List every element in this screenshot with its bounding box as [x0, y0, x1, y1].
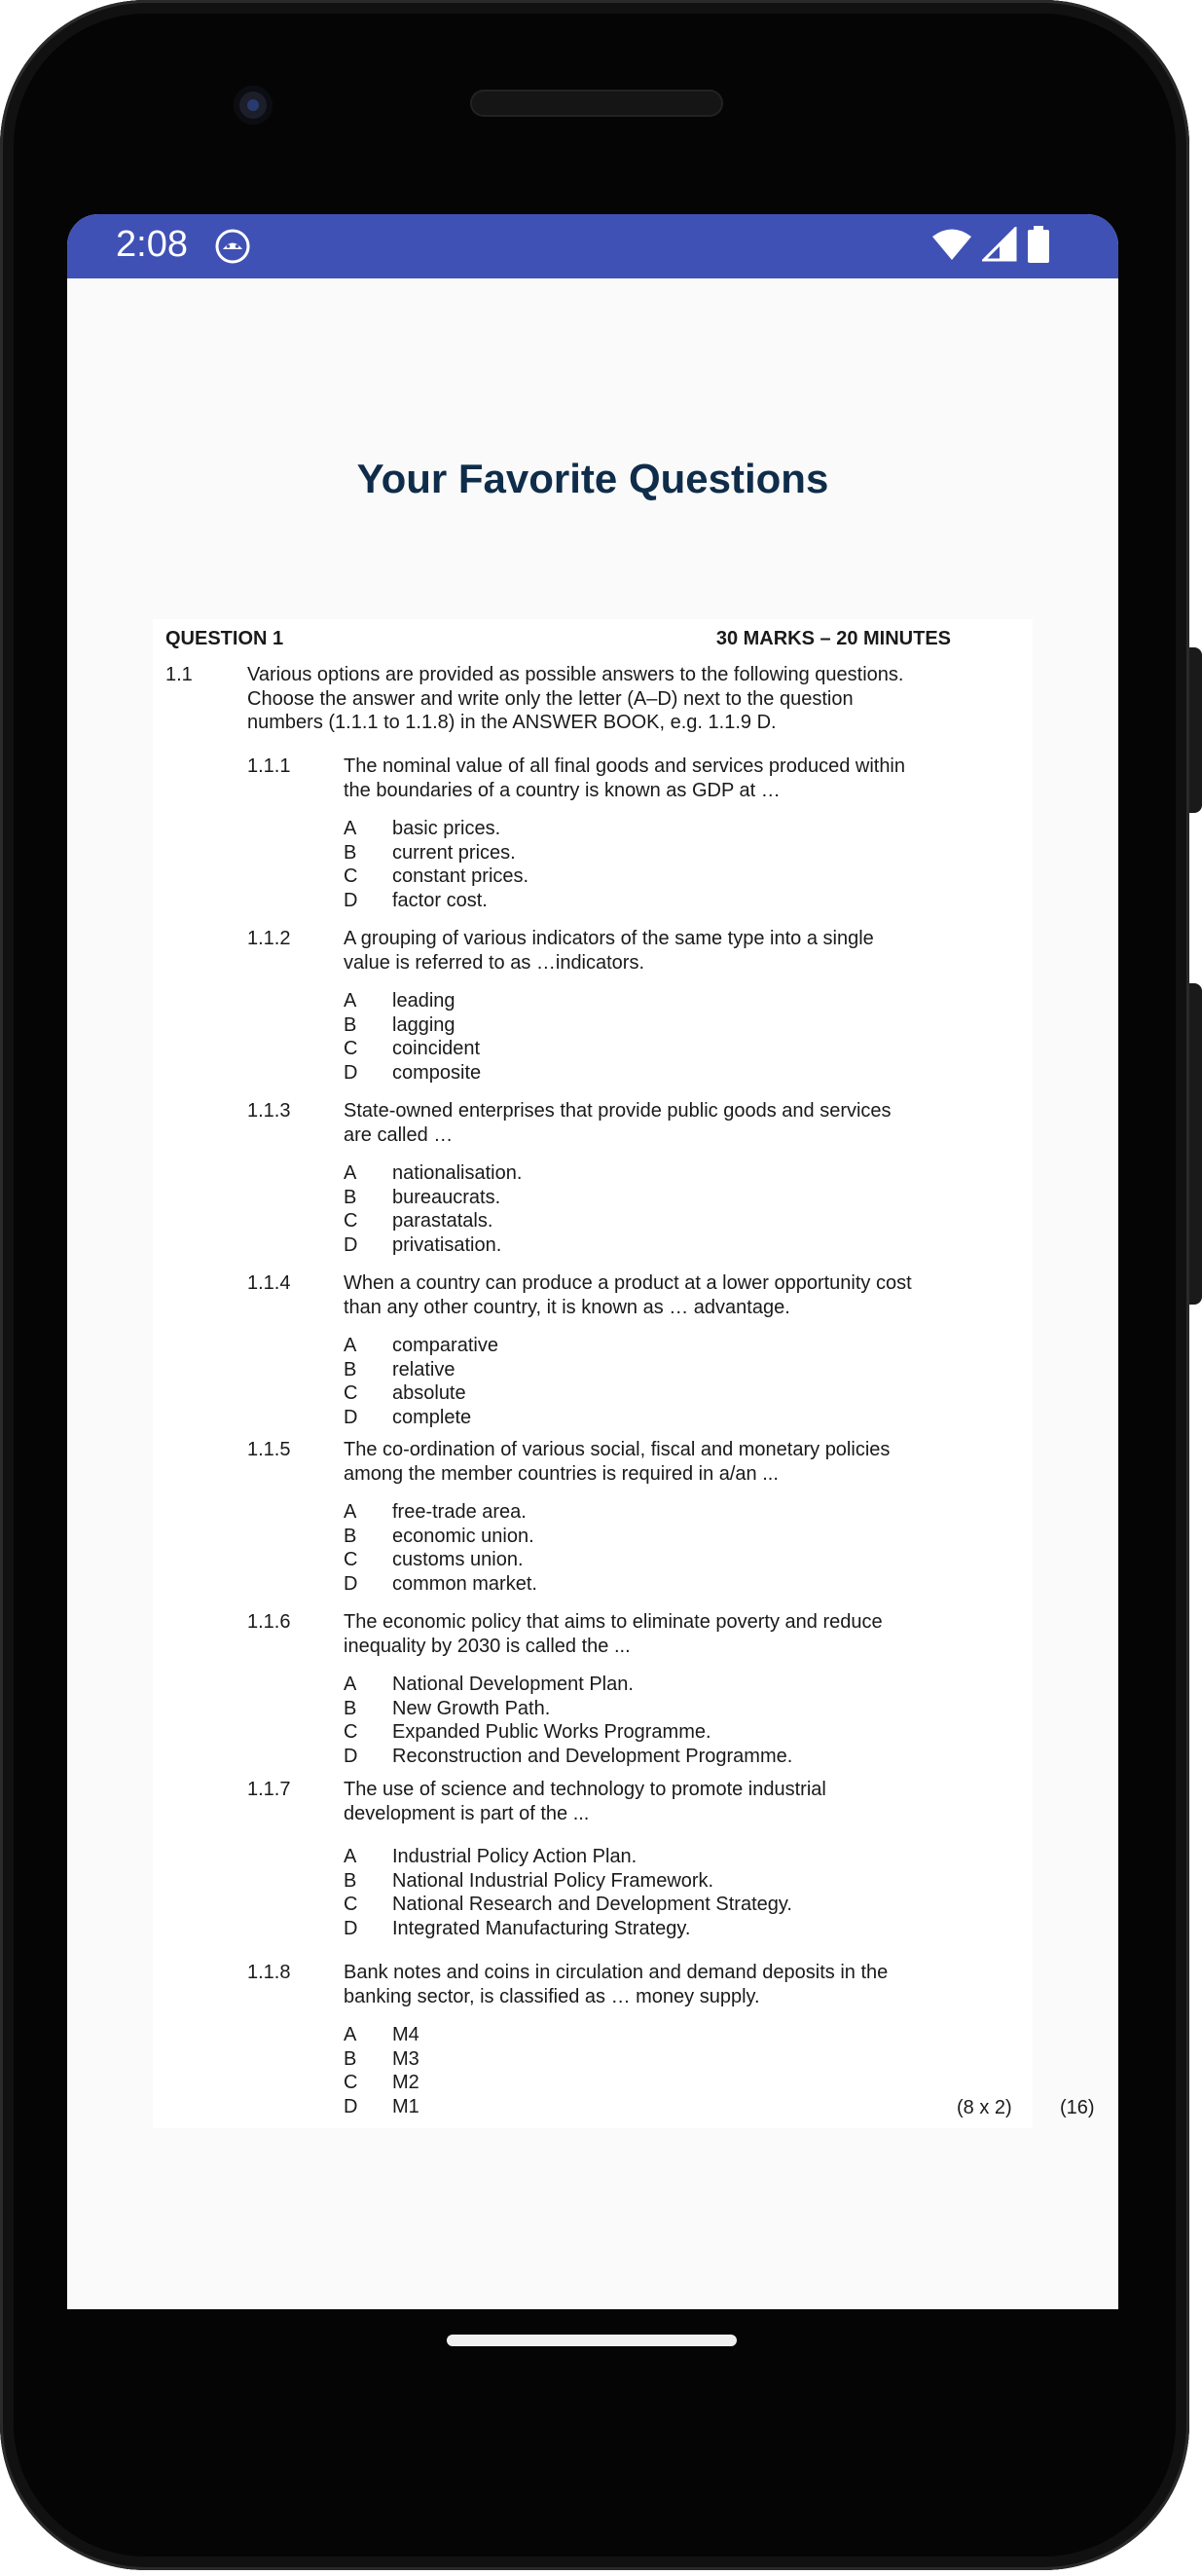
options-list: [344, 989, 481, 1085]
section-line: numbers (1.1.1 to 1.1.8) in the ANSWER BOOK, e.g. 1.1.9 D.: [247, 712, 777, 733]
home-indicator[interactable]: [447, 2335, 737, 2346]
question-text: [344, 1438, 951, 1486]
question-text: [344, 1961, 951, 2008]
question-line: The nominal value of all final goods and services produced within: [344, 755, 906, 777]
question-line: than any other country, it is known as … advantage.: [344, 1296, 790, 1318]
options-list: [344, 1500, 537, 1596]
option-text: M4: [392, 2024, 419, 2045]
option-text: current prices.: [392, 841, 516, 864]
question-number: 1.1.3: [247, 1100, 291, 1122]
option-letter: A: [344, 1335, 357, 1356]
option-item: [344, 1186, 522, 1210]
option-text: coincident: [392, 1038, 481, 1059]
section-line: Various options are provided as possible answers to the following questions.: [247, 664, 904, 685]
power-button: [1189, 647, 1202, 813]
option-letter: A: [344, 1162, 357, 1184]
option-letter: C: [344, 1210, 358, 1232]
option-text: Reconstruction and Development Programme.: [392, 1745, 793, 1767]
question-number: 1.1.7: [247, 1779, 291, 1800]
question-label: QUESTION 1: [165, 628, 284, 649]
options-list: [344, 1845, 792, 1940]
option-text: economic union.: [392, 1525, 534, 1547]
marks-label: 30 MARKS – 20 MINUTES: [715, 628, 951, 649]
option-letter: B: [344, 1358, 357, 1380]
question-line: State-owned enterprises that provide public goods and services: [344, 1100, 892, 1122]
option-text: complete: [392, 1406, 472, 1428]
question-line: The co-ordination of various social, fiscal and monetary policies: [344, 1439, 891, 1460]
option-item: [344, 1061, 481, 1086]
option-text: M1: [392, 2095, 419, 2117]
option-item: [344, 2071, 419, 2095]
option-item: [344, 1358, 498, 1382]
option-item: [344, 841, 528, 865]
option-text: bureaucrats.: [392, 1186, 501, 1208]
question-line: value is referred to as …indicators.: [344, 951, 645, 974]
option-text: customs union.: [392, 1549, 524, 1570]
option-text: constant prices.: [392, 865, 529, 887]
option-item: [344, 1381, 498, 1406]
section-number: 1.1: [165, 664, 193, 685]
option-text: comparative: [392, 1335, 498, 1356]
question-text: [344, 754, 951, 802]
option-item: [344, 1334, 498, 1358]
option-item: [344, 817, 528, 841]
option-letter: D: [344, 1917, 358, 1939]
option-text: factor cost.: [392, 889, 488, 911]
section-line: Choose the answer and write only the letter (A–D) next to the question: [247, 687, 854, 710]
option-letter: A: [344, 1846, 357, 1867]
option-text: nationalisation.: [392, 1162, 523, 1184]
options-list: [344, 817, 528, 912]
question-number: 1.1.6: [247, 1611, 291, 1633]
option-text: National Research and Development Strategy.: [392, 1894, 792, 1915]
option-letter: D: [344, 1233, 358, 1256]
option-item: [344, 1572, 537, 1597]
option-text: privatisation.: [392, 1233, 502, 1256]
option-item: [344, 2095, 419, 2119]
question-text: [344, 1271, 951, 1319]
option-text: New Growth Path.: [392, 1697, 551, 1719]
question-number: 1.1.4: [247, 1272, 291, 1294]
option-item: [344, 1161, 522, 1186]
option-letter: C: [344, 1038, 358, 1059]
option-text: composite: [392, 1061, 482, 1084]
content-area: [67, 278, 1118, 2309]
option-text: M3: [392, 2047, 419, 2070]
option-letter: B: [344, 1869, 357, 1892]
question-line: inequality by 2030 is called the ...: [344, 1635, 631, 1657]
option-item: [344, 865, 528, 889]
option-letter: B: [344, 1013, 357, 1036]
question-line: development is part of the ...: [344, 1802, 590, 1824]
option-letter: C: [344, 1549, 358, 1570]
option-text: leading: [392, 990, 455, 1012]
question-line: Bank notes and coins in circulation and demand deposits in the: [344, 1962, 889, 1983]
cell-signal-icon: [982, 227, 1017, 267]
option-letter: D: [344, 1745, 358, 1767]
question-text: [344, 1099, 951, 1147]
options-list: [344, 1673, 792, 1768]
section-instructions: [247, 663, 951, 735]
option-text: M2: [392, 2072, 419, 2093]
option-letter: D: [344, 1061, 358, 1084]
option-text: common market.: [392, 1572, 537, 1595]
option-item: [344, 989, 481, 1013]
option-text: lagging: [392, 1013, 455, 1036]
front-camera: [234, 86, 273, 125]
option-item: [344, 1845, 792, 1869]
option-letter: D: [344, 1406, 358, 1428]
option-item: [344, 1869, 792, 1894]
question-number: 1.1.8: [247, 1962, 291, 1983]
option-item: [344, 1037, 481, 1061]
question-line: The use of science and technology to promote industrial: [344, 1779, 826, 1800]
android-notification-icon: [215, 229, 250, 264]
option-item: [344, 1406, 498, 1430]
option-item: [344, 1209, 522, 1233]
option-letter: A: [344, 2024, 357, 2045]
option-letter: D: [344, 2095, 358, 2117]
question-line: among the member countries is required in a/an ...: [344, 1462, 779, 1485]
option-item: [344, 1720, 792, 1745]
question-line: are called …: [344, 1123, 454, 1146]
option-letter: B: [344, 1697, 357, 1719]
option-letter: B: [344, 1525, 357, 1547]
option-item: [344, 1548, 537, 1572]
option-letter: C: [344, 1721, 358, 1743]
question-line: banking sector, is classified as … money supply.: [344, 1985, 760, 2007]
option-text: basic prices.: [392, 818, 501, 839]
option-item: [344, 1013, 481, 1038]
volume-button: [1189, 983, 1202, 1305]
option-item: [344, 1525, 537, 1549]
option-item: [344, 1745, 792, 1769]
option-letter: D: [344, 1572, 358, 1595]
wifi-icon: [931, 228, 972, 266]
option-letter: C: [344, 1382, 358, 1404]
option-item: [344, 1500, 537, 1525]
option-text: Expanded Public Works Programme.: [392, 1721, 711, 1743]
marks-calculation: (8 x 2): [957, 2097, 1012, 2118]
option-text: Industrial Policy Action Plan.: [392, 1846, 637, 1867]
option-letter: B: [344, 1186, 357, 1208]
option-item: [344, 1673, 792, 1697]
question-number: 1.1.2: [247, 928, 291, 949]
question-number: 1.1.5: [247, 1439, 291, 1460]
option-letter: C: [344, 865, 358, 887]
marks-total: (16): [1060, 2097, 1095, 2118]
option-letter: A: [344, 1674, 357, 1695]
option-item: [344, 2047, 419, 2072]
status-time: 2:08: [116, 224, 188, 265]
question-text: [344, 1610, 951, 1658]
question-header: [165, 627, 951, 651]
option-item: [344, 1917, 792, 1941]
option-letter: C: [344, 1894, 358, 1915]
option-letter: C: [344, 2072, 358, 2093]
question-line: When a country can produce a product at a lower opportunity cost: [344, 1272, 912, 1294]
question-number: 1.1.1: [247, 755, 291, 777]
screen: [67, 214, 1118, 2309]
option-letter: A: [344, 1501, 357, 1523]
options-list: [344, 1161, 522, 1257]
status-bar: [67, 214, 1118, 278]
question-text: [344, 927, 951, 975]
question-line: The economic policy that aims to eliminate poverty and reduce: [344, 1611, 883, 1633]
option-letter: B: [344, 2047, 357, 2070]
option-text: free-trade area.: [392, 1501, 527, 1523]
option-letter: A: [344, 990, 357, 1012]
option-item: [344, 889, 528, 913]
option-text: National Development Plan.: [392, 1674, 634, 1695]
battery-icon: [1027, 226, 1050, 268]
options-list: [344, 2023, 419, 2118]
option-item: [344, 1697, 792, 1721]
option-item: [344, 1233, 522, 1258]
page-title: Your Favorite Questions: [356, 456, 829, 501]
question-line: the boundaries of a country is known as GDP at …: [344, 779, 781, 801]
question-line: A grouping of various indicators of the same type into a single: [344, 928, 874, 949]
earpiece-speaker: [470, 90, 723, 117]
status-icons: [931, 228, 1050, 265]
question-paper-image: [153, 619, 1095, 2128]
option-text: relative: [392, 1358, 455, 1380]
option-letter: D: [344, 889, 358, 911]
option-text: absolute: [392, 1382, 466, 1404]
question-text: [344, 1778, 951, 1825]
option-text: parastatals.: [392, 1210, 493, 1232]
option-letter: A: [344, 818, 357, 839]
option-text: Integrated Manufacturing Strategy.: [392, 1917, 691, 1939]
option-item: [344, 2023, 419, 2047]
option-item: [344, 1893, 792, 1917]
option-letter: B: [344, 841, 357, 864]
options-list: [344, 1334, 498, 1429]
option-text: National Industrial Policy Framework.: [392, 1869, 714, 1892]
